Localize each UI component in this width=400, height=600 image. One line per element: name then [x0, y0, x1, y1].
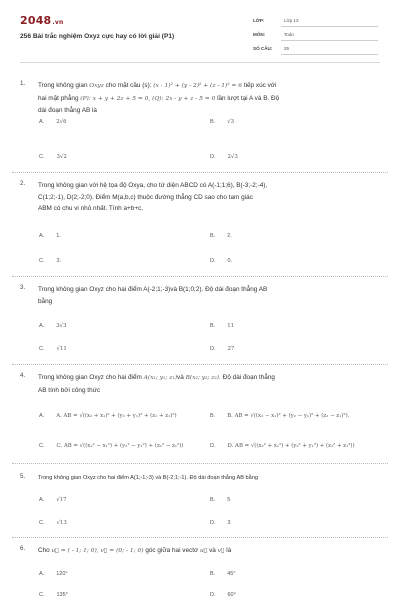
- question-line-3: ABM có chu vi nhỏ nhất. Tính a+b+c.: [38, 205, 144, 213]
- question-text: [38, 473, 384, 485]
- option-formula: B. AB = √((x₂ − x₁)² + (y₂ − y₁)² + (z₂ − z₁)²).: [227, 413, 350, 419]
- math: v⃗: [217, 548, 225, 554]
- option-1b[interactable]: [210, 119, 234, 125]
- text: và: [177, 374, 184, 381]
- option-1a[interactable]: [39, 119, 67, 125]
- option-3b[interactable]: [210, 323, 234, 329]
- question-line-1: Trong không gian Oxyz cho hai điểm A(-2;1;-3)và B(1;0;2). Độ dài đoạn thẳng AB: [38, 286, 268, 293]
- question-text: [38, 180, 384, 215]
- question-text: [38, 284, 384, 307]
- option-label: C.: [39, 346, 45, 352]
- count-underline: [281, 54, 378, 55]
- option-label: C.: [39, 258, 45, 264]
- option-label: B.: [210, 233, 216, 239]
- math-formula: u⃗ = ( - 1; 1; 0), v⃗ = (0; - 1; 0): [51, 548, 144, 554]
- option-6d[interactable]: [210, 592, 236, 598]
- math-formula: (P): x + y + 2z + 5 = 0, (Q): 2x - y + z - 5 = 0: [80, 95, 216, 102]
- option-6a[interactable]: [39, 571, 68, 577]
- class-label: LỚP:: [253, 18, 265, 23]
- option-label: B.: [210, 497, 216, 503]
- option-label: C.: [39, 592, 45, 598]
- count-value: 25: [284, 46, 290, 51]
- option-1d[interactable]: [210, 154, 238, 160]
- option-value: 0.: [227, 258, 233, 264]
- option-value: 3.: [56, 258, 62, 264]
- option-label: D.: [210, 520, 216, 526]
- document-title: 256 Bài trắc nghiệm Oxyz cực hay có lời giải (P1): [20, 33, 175, 40]
- option-value: 2√3: [227, 154, 238, 160]
- option-4b[interactable]: [210, 413, 349, 419]
- option-2b[interactable]: [210, 233, 232, 239]
- text: Cho: [38, 547, 50, 554]
- subject-value: Toán: [284, 32, 294, 37]
- question-number: 5.: [20, 473, 26, 480]
- option-2c[interactable]: [39, 258, 61, 264]
- option-label: B.: [210, 571, 216, 577]
- logo-suffix: .vn: [52, 19, 64, 26]
- count-label: SỐ CÂU:: [253, 46, 273, 51]
- option-value: √11: [56, 346, 67, 352]
- option-4a[interactable]: [39, 413, 177, 419]
- option-5a[interactable]: [39, 497, 67, 503]
- option-label: A.: [39, 571, 45, 577]
- question-divider: [12, 364, 388, 365]
- question-number: 3.: [20, 284, 26, 291]
- option-1c[interactable]: [39, 154, 67, 160]
- option-label: D.: [210, 258, 216, 264]
- option-value: 11: [227, 323, 235, 329]
- logo-main: 2048: [20, 14, 52, 27]
- question-number: 2.: [20, 180, 26, 187]
- text: tiếp xúc với: [243, 82, 277, 89]
- question-line-1: [38, 372, 384, 385]
- option-value: 5: [227, 497, 231, 503]
- text: Độ dài đoạn thẳng: [222, 374, 275, 381]
- math: u⃗: [199, 548, 208, 554]
- option-label: B.: [210, 413, 216, 419]
- option-value: 3: [227, 520, 231, 526]
- option-value: 1.: [56, 233, 61, 239]
- math: A(x₁; y₁; z₁): [143, 375, 178, 381]
- option-2a[interactable]: [39, 233, 61, 239]
- option-3d[interactable]: [210, 346, 234, 352]
- question-line-2: C(1;2;-1), D(2;-2;0). Điểm M(a,b,c) thuộc đường thẳng CD sao cho tam giác: [38, 193, 253, 201]
- option-label: D.: [210, 346, 216, 352]
- question-text: [38, 372, 384, 396]
- question-text: [38, 545, 384, 558]
- option-value: 2√6: [56, 119, 67, 125]
- question-divider: [12, 172, 388, 173]
- header-divider: [20, 62, 380, 63]
- option-formula: D. AB = √((x₂² + x₁²) + (y₂² + y₁²) + (z₂² + z₁²)): [227, 443, 355, 449]
- option-6c[interactable]: [39, 592, 68, 598]
- math-formula: (x · 1)² + (y - 2)² + (z - 1)² = 6: [153, 83, 243, 89]
- option-formula: C. AB = √((x₂² − x₁²) + (y₂² − y₁²) + (z₂² − z₁²)): [56, 443, 184, 449]
- question-line-1: Trong không gian với hệ tọa độ Oxya, cho tứ diện ABCD có A(-1;1;6), B(-3;-2;-4),: [38, 182, 268, 189]
- site-logo[interactable]: [20, 14, 63, 27]
- option-3c[interactable]: [39, 346, 67, 352]
- option-value: 2.: [227, 233, 232, 239]
- option-formula: A. AB = √((x₂ + x₁)² + (y₂ + y₁)² + (z₂ + z₁)²): [56, 413, 177, 419]
- option-value: 60°: [227, 592, 236, 598]
- option-label: C.: [39, 443, 45, 449]
- option-2d[interactable]: [210, 258, 232, 264]
- header: [0, 0, 400, 72]
- class-underline: [281, 26, 378, 27]
- math: Oxyz: [89, 83, 104, 89]
- text: hai mặt phẳng: [38, 94, 79, 102]
- option-3a[interactable]: [39, 323, 67, 329]
- question-number: 4.: [20, 372, 26, 379]
- text: và: [209, 547, 216, 554]
- subject-label: MÔN:: [253, 32, 266, 37]
- option-4c[interactable]: [39, 443, 183, 449]
- option-label: A.: [39, 323, 45, 329]
- question-line-1: Trong không gian Oxyz cho hai điểm A(1;-1;-3) và B(-2;1;-1). Độ dài đoạn thẳng AB bằng: [38, 475, 258, 481]
- option-label: A.: [39, 413, 45, 419]
- option-label: D.: [210, 443, 216, 449]
- option-value: √3: [227, 119, 235, 125]
- option-5c[interactable]: [39, 520, 67, 526]
- option-5b[interactable]: [210, 497, 230, 503]
- text: là: [226, 547, 232, 554]
- option-label: C.: [39, 520, 45, 526]
- option-label: D.: [210, 154, 216, 160]
- subject-underline: [281, 40, 378, 41]
- text: Trong không gian: [38, 82, 88, 89]
- question-line-2: [38, 93, 384, 106]
- question-text: [38, 80, 384, 117]
- option-value: √13: [56, 520, 67, 526]
- option-label: A.: [39, 119, 45, 125]
- option-4d[interactable]: [210, 443, 355, 449]
- option-value: 45°: [227, 571, 236, 577]
- question-divider: [12, 463, 388, 464]
- option-label: C.: [39, 154, 45, 160]
- option-value: 3√2: [56, 154, 67, 160]
- option-label: A.: [39, 497, 45, 503]
- option-value: √17: [56, 497, 67, 503]
- text: cho mặt cầu (s):: [105, 82, 152, 89]
- question-line-3: dài đoạn thẳng AB là: [38, 107, 97, 115]
- option-value: 27: [227, 346, 235, 352]
- question-divider: [12, 276, 388, 277]
- question-divider: [12, 537, 388, 538]
- question-line-1: [38, 80, 384, 93]
- question-number: 6.: [20, 545, 26, 552]
- option-label: B.: [210, 323, 216, 329]
- option-label: D.: [210, 592, 216, 598]
- option-value: 120°: [56, 571, 68, 577]
- text: lần lượt tại A và B. Độ: [217, 94, 280, 102]
- option-label: A.: [39, 233, 45, 239]
- class-value: Lớp 12: [284, 18, 299, 23]
- question-number: 1.: [20, 80, 26, 87]
- question-line-2: bằng: [38, 297, 53, 305]
- option-value: 3√3: [56, 323, 67, 329]
- text: góc giữa hai vectơ: [145, 547, 199, 554]
- option-label: B.: [210, 119, 216, 125]
- text: Trong không gian Oxyz cho hai điểm: [38, 374, 142, 381]
- question-line-2: AB tính bởi công thức: [38, 386, 101, 394]
- question-line-1: [38, 545, 384, 558]
- option-5d[interactable]: [210, 520, 231, 526]
- option-6b[interactable]: [210, 571, 236, 577]
- option-value: 135°: [56, 592, 68, 598]
- math: B(x₂; y₂; z₂).: [185, 375, 221, 381]
